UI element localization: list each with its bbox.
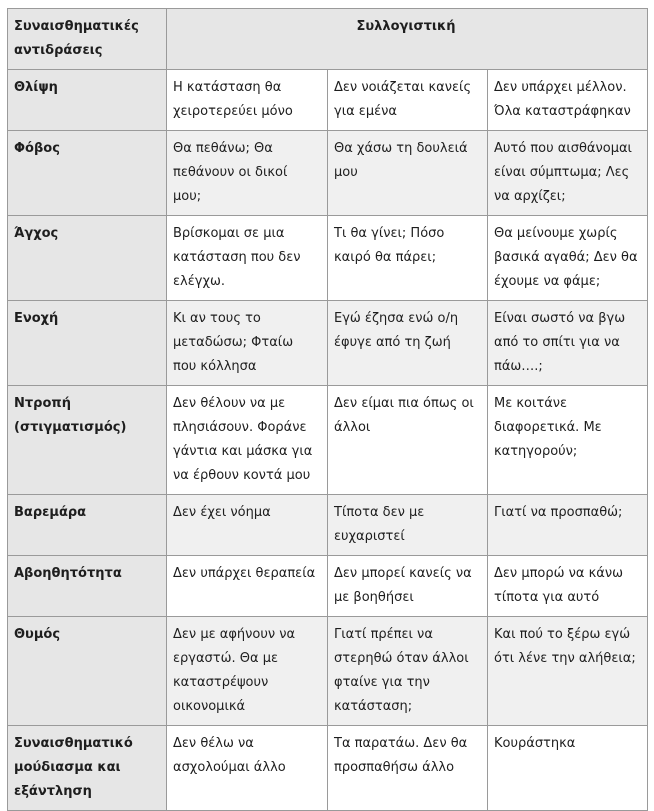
table-cell: Εγώ έζησα ενώ ο/η έφυγε από τη ζωή xyxy=(328,301,488,386)
table-cell: Δεν υπάρχει θεραπεία xyxy=(167,556,328,617)
row-label: Φόβος xyxy=(8,131,167,216)
table-cell: Γιατί να προσπαθώ; xyxy=(488,495,648,556)
table-row xyxy=(8,556,648,617)
table-cell: Με κοιτάνε διαφορετικά. Με κατηγορούν; xyxy=(488,386,648,495)
row-label: Βαρεμάρα xyxy=(8,495,167,556)
table-cell: Τα παρατάω. Δεν θα προσπαθήσω άλλο xyxy=(328,726,488,811)
row-label: Θυμός xyxy=(8,617,167,726)
table-row xyxy=(8,617,648,726)
table-cell: Δεν έχει νόημα xyxy=(167,495,328,556)
table-cell: Θα χάσω τη δουλειά μου xyxy=(328,131,488,216)
table-cell: Δεν θέλουν να με πλησιάσουν. Φοράνε γάντια και μάσκα για να έρθουν κοντά μου xyxy=(167,386,328,495)
table-row xyxy=(8,131,648,216)
table-cell: Κουράστηκα xyxy=(488,726,648,811)
row-label: Αβοηθητότητα xyxy=(8,556,167,617)
table-cell: Δεν μπορώ να κάνω τίποτα για αυτό xyxy=(488,556,648,617)
table-cell: Δεν με αφήνουν να εργαστώ. Θα με καταστρέψουν οικονομικά xyxy=(167,617,328,726)
table-row xyxy=(8,70,648,131)
table-row xyxy=(8,301,648,386)
table-row xyxy=(8,495,648,556)
table-cell: Δεν μπορεί κανείς να με βοηθήσει xyxy=(328,556,488,617)
row-label: Ενοχή xyxy=(8,301,167,386)
table-cell: Αυτό που αισθάνομαι είναι σύμπτωμα; Λες να αρχίζει; xyxy=(488,131,648,216)
table-cell: Είναι σωστό να βγω από το σπίτι για να πάω….; xyxy=(488,301,648,386)
table-cell: Τίποτα δεν με ευχαριστεί xyxy=(328,495,488,556)
header-row xyxy=(8,9,648,70)
row-label: Θλίψη xyxy=(8,70,167,131)
table-row xyxy=(8,216,648,301)
row-label: Άγχος xyxy=(8,216,167,301)
table-cell: Θα μείνουμε χωρίς βασικά αγαθά; Δεν θα έχουμε να φάμε; xyxy=(488,216,648,301)
emotions-reasoning-table xyxy=(7,8,648,811)
row-label: Συναισθηματικό μούδιασμα και εξάντληση xyxy=(8,726,167,811)
emotions-table-container xyxy=(7,8,647,811)
table-row xyxy=(8,726,648,811)
table-cell: Δεν θέλω να ασχολούμαι άλλο xyxy=(167,726,328,811)
header-emotional-reactions: Συναισθηματικές αντιδράσεις xyxy=(8,9,167,70)
table-cell: Βρίσκομαι σε μια κατάσταση που δεν ελέγχω. xyxy=(167,216,328,301)
table-row xyxy=(8,386,648,495)
table-cell: Και πού το ξέρω εγώ ότι λένε την αλήθεια; xyxy=(488,617,648,726)
table-cell: Δεν νοιάζεται κανείς για εμένα xyxy=(328,70,488,131)
table-cell: Δεν υπάρχει μέλλον. Όλα καταστράφηκαν xyxy=(488,70,648,131)
row-label: Ντροπή (στιγματισμός) xyxy=(8,386,167,495)
table-cell: Γιατί πρέπει να στερηθώ όταν άλλοι φταίνε για την κατάσταση; xyxy=(328,617,488,726)
table-cell: Τι θα γίνει; Πόσο καιρό θα πάρει; xyxy=(328,216,488,301)
table-cell: Θα πεθάνω; Θα πεθάνουν οι δικοί μου; xyxy=(167,131,328,216)
table-cell: Δεν είμαι πια όπως οι άλλοι xyxy=(328,386,488,495)
table-cell: Κι αν τους το μεταδώσω; Φταίω που κόλλησα xyxy=(167,301,328,386)
table-cell: Η κατάσταση θα χειροτερεύει μόνο xyxy=(167,70,328,131)
header-reasoning: Συλλογιστική xyxy=(167,9,648,70)
